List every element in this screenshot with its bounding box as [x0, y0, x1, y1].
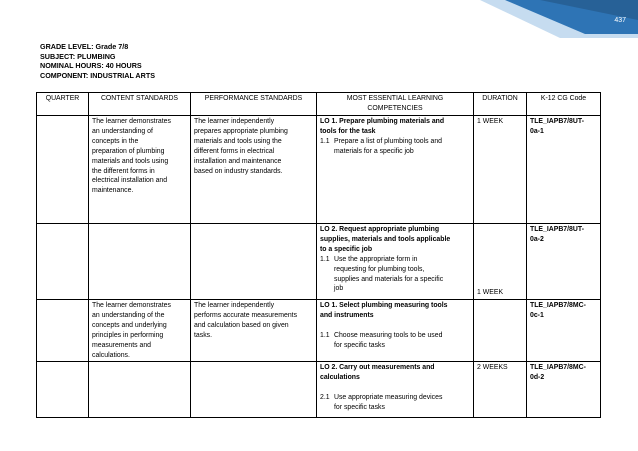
competency-number: 2.1 [320, 394, 330, 402]
text-line: The learner independently [194, 302, 275, 309]
duration-cell [474, 300, 527, 362]
quarter-cell [37, 224, 89, 300]
text-line: concepts and underlying [92, 321, 167, 329]
text-line: an understanding of [92, 127, 153, 135]
text-line: TLE_IAPB7/8MC- [530, 364, 586, 372]
code-cell [527, 224, 601, 300]
table-row [37, 116, 601, 224]
content-standard-cell [89, 362, 191, 418]
text-line: concepts in the [92, 137, 139, 145]
duration-cell: 1 WEEK [474, 224, 527, 300]
performance-standard-cell [191, 362, 317, 418]
text-line: Use appropriate measuring devices [334, 394, 443, 402]
content-standard-cell [89, 116, 191, 224]
text-line: 0c-1 [530, 311, 544, 319]
text-line: performs accurate measurements [194, 311, 298, 319]
learning-outcome-title: and instruments [320, 311, 374, 319]
text-line: materials for a specific job [334, 147, 414, 155]
nominal-hours: NOMINAL HOURS: 40 HOURS [40, 61, 142, 71]
learning-outcome-title: LO 1. Select plumbing measuring tools [320, 302, 448, 309]
content-standard-cell [89, 224, 191, 300]
header-competencies [317, 93, 474, 116]
content-standard-cell [89, 300, 191, 362]
text-line: TLE_IAPB7/8MC- [530, 302, 586, 309]
competency-cell [317, 224, 474, 300]
learning-outcome-title: supplies, materials and tools applicable [320, 235, 451, 243]
text-line: preparation of plumbing [92, 147, 165, 155]
header-duration: DURATION [474, 93, 527, 116]
competency-cell [317, 300, 474, 362]
table-row [37, 224, 601, 300]
text-line: job [334, 285, 344, 293]
learning-outcome-title: calculations [320, 374, 360, 382]
learning-outcome-title: tools for the task [320, 127, 376, 135]
text-line: materials and tools using the [194, 137, 282, 145]
text-line: The learner demonstrates [92, 118, 171, 125]
header-quarter: QUARTER [37, 93, 89, 116]
competency-item [320, 255, 470, 295]
text-line: tasks. [194, 331, 212, 339]
text-line: 0a-2 [530, 235, 544, 243]
text-line: installation and maintenance [194, 157, 282, 165]
duration-cell: 2 WEEKS [474, 362, 527, 418]
competency-number: 1.1 [320, 137, 330, 145]
quarter-cell [37, 362, 89, 418]
text-line: supplies and materials for a specific [334, 275, 444, 283]
text-line: The learner independently [194, 118, 275, 125]
document-meta [40, 42, 155, 80]
quarter-cell [37, 300, 89, 362]
text-line: prepares appropriate plumbing [194, 127, 288, 135]
text-line: different forms in electrical [194, 147, 275, 155]
text-line: 0d-2 [530, 374, 545, 382]
text-line: for specific tasks [334, 404, 385, 412]
competency-cell [317, 116, 474, 224]
text-line: principles in performing [92, 331, 164, 339]
curriculum-table [36, 92, 601, 418]
code-cell [527, 116, 601, 224]
performance-standard-cell [191, 300, 317, 362]
performance-standard-cell [191, 116, 317, 224]
text-line: materials and tools using [92, 157, 169, 165]
competency-number: 1.1 [320, 255, 330, 263]
performance-standard-cell [191, 224, 317, 300]
competency-cell [317, 362, 474, 418]
page-number: 437 [614, 17, 626, 24]
text-line: Prepare a list of plumbing tools and [334, 137, 443, 145]
subject: SUBJECT: PLUMBING [40, 51, 116, 61]
learning-outcome-title: LO 2. Request appropriate plumbing [320, 226, 440, 233]
grade-level: GRADE LEVEL: Grade 7/8 [40, 42, 129, 51]
text-line: based on industry standards. [194, 167, 283, 175]
header-competencies-line1: MOST ESSENTIAL LEARNING [346, 95, 444, 102]
competency-item [320, 393, 470, 413]
text-line: the different forms in [92, 167, 155, 175]
text-line: for specific tasks [334, 341, 385, 349]
text-line: 0a-1 [530, 127, 544, 135]
competency-number: 1.1 [320, 331, 330, 339]
code-cell [527, 300, 601, 362]
text-line: The learner demonstrates [92, 302, 171, 309]
table-row [37, 300, 601, 362]
learning-outcome-title: to a specific job [320, 245, 373, 253]
text-line: Choose measuring tools to be used [334, 331, 443, 339]
duration-cell: 1 WEEK [474, 116, 527, 224]
text-line: Use the appropriate form in [334, 255, 418, 263]
header-banner [0, 0, 638, 38]
text-line: TLE_IAPB7/8UT- [530, 226, 584, 233]
learning-outcome-title: LO 1. Prepare plumbing materials and [320, 118, 445, 125]
learning-outcome-title: LO 2. Carry out measurements and [320, 364, 435, 372]
text-line: TLE_IAPB7/8UT- [530, 118, 584, 125]
header-content-standards: CONTENT STANDARDS [89, 93, 191, 116]
table-row [37, 362, 601, 418]
code-cell [527, 362, 601, 418]
text-line: requesting for plumbing tools, [334, 265, 425, 273]
text-line: maintenance. [92, 187, 134, 195]
header-code: K-12 CG Code [527, 93, 601, 116]
competency-item [320, 137, 470, 157]
competency-item [320, 331, 470, 351]
text-line: electrical installation and [92, 177, 168, 185]
header-performance-standards: PERFORMANCE STANDARDS [191, 93, 317, 116]
text-line: calculations. [92, 351, 130, 359]
header-competencies-line2: COMPETENCIES [367, 104, 423, 112]
component: COMPONENT: INDUSTRIAL ARTS [40, 70, 155, 80]
text-line: an understanding of the [92, 311, 165, 319]
text-line: measurements and [92, 341, 151, 349]
quarter-cell [37, 116, 89, 224]
text-line: and calculation based on given [194, 321, 289, 329]
